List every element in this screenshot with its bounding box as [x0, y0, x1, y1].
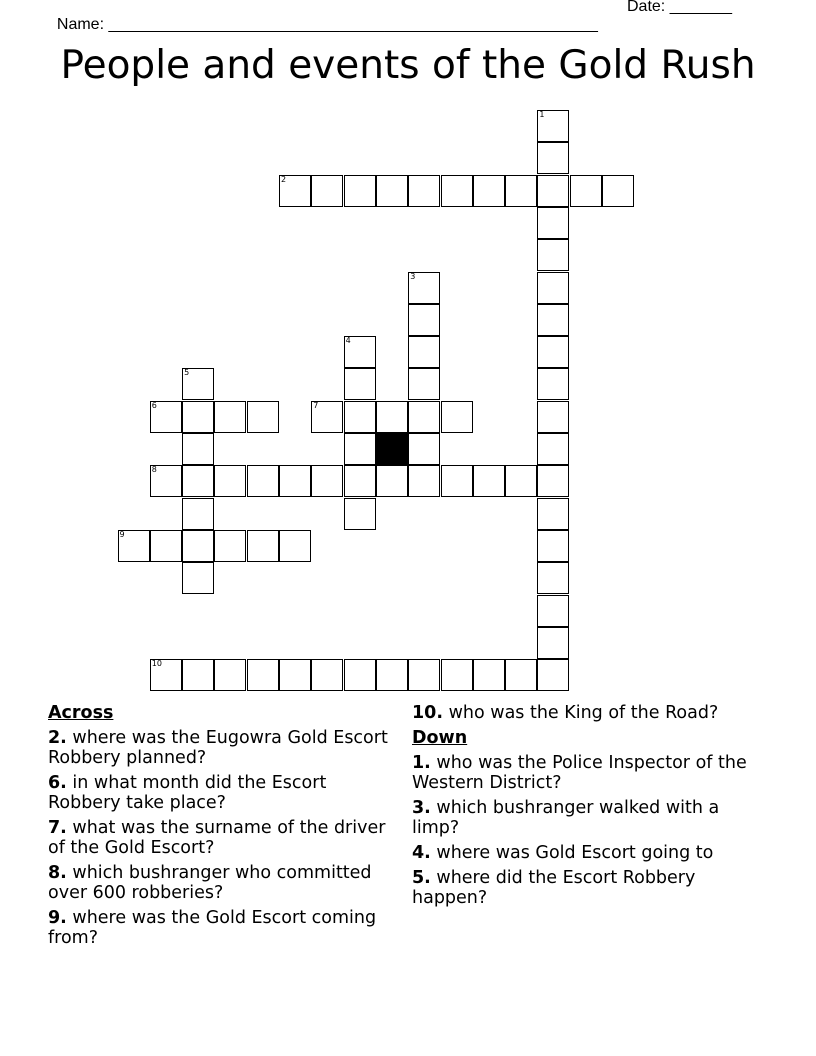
grid-cell[interactable] — [537, 239, 569, 271]
grid-cell[interactable] — [473, 659, 505, 691]
grid-cell[interactable] — [376, 465, 408, 497]
clue-down-4 — [412, 843, 757, 863]
grid-cell[interactable] — [344, 465, 376, 497]
grid-cell[interactable] — [182, 498, 214, 530]
grid-cell[interactable] — [247, 530, 279, 562]
grid-cell[interactable] — [214, 401, 246, 433]
grid-cell[interactable] — [150, 401, 182, 433]
grid-cell[interactable] — [311, 465, 343, 497]
clues-right-column — [412, 703, 757, 913]
clue-number: 2. — [48, 728, 67, 748]
grid-cell[interactable] — [376, 659, 408, 691]
clue-text: in what month did the Escort Robbery take place? — [48, 773, 327, 813]
grid-cell[interactable] — [182, 433, 214, 465]
date-field[interactable]: Date: _______ — [627, 0, 732, 15]
grid-cell[interactable] — [505, 175, 537, 207]
grid-cell[interactable] — [247, 465, 279, 497]
clues-left-column — [48, 703, 388, 953]
across-heading: Across — [48, 703, 114, 723]
clue-number: 4. — [412, 843, 431, 863]
grid-cell[interactable] — [408, 336, 440, 368]
clue-number: 5. — [412, 868, 431, 888]
grid-cell[interactable] — [182, 659, 214, 691]
grid-cell[interactable] — [408, 433, 440, 465]
clue-text: who was the Police Inspector of the Western District? — [412, 753, 747, 793]
grid-cell[interactable] — [537, 433, 569, 465]
grid-cell[interactable] — [537, 595, 569, 627]
grid-cell[interactable] — [279, 530, 311, 562]
grid-cell[interactable] — [182, 562, 214, 594]
clue-text: where was the Gold Escort coming from? — [48, 908, 377, 948]
grid-cell[interactable] — [537, 562, 569, 594]
grid-cell[interactable] — [537, 465, 569, 497]
clue-number-label: 2 — [281, 174, 287, 184]
grid-cell[interactable] — [408, 465, 440, 497]
grid-cell[interactable] — [408, 272, 440, 304]
clue-down-1 — [412, 753, 757, 793]
clue-across-2 — [48, 728, 388, 768]
clue-across-9 — [48, 908, 388, 948]
grid-cell[interactable] — [182, 530, 214, 562]
grid-cell[interactable] — [602, 175, 634, 207]
grid-cell[interactable] — [214, 530, 246, 562]
clue-across-7 — [48, 818, 388, 858]
grid-cell[interactable] — [311, 175, 343, 207]
grid-block-cell — [376, 433, 408, 465]
clue-across-6 — [48, 773, 388, 813]
grid-cell[interactable] — [182, 368, 214, 400]
grid-cell[interactable] — [150, 465, 182, 497]
grid-cell[interactable] — [279, 465, 311, 497]
grid-cell[interactable] — [344, 336, 376, 368]
grid-cell[interactable] — [408, 175, 440, 207]
clue-number-label: 10 — [151, 659, 162, 669]
grid-cell[interactable] — [473, 465, 505, 497]
grid-cell[interactable] — [311, 659, 343, 691]
page-title: People and events of the Gold Rush — [60, 43, 756, 88]
clue-down-3 — [412, 798, 757, 838]
grid-cell[interactable] — [247, 401, 279, 433]
clue-text: where was Gold Escort going to — [430, 843, 714, 863]
grid-cell[interactable] — [537, 498, 569, 530]
grid-cell[interactable] — [279, 659, 311, 691]
grid-cell[interactable] — [150, 530, 182, 562]
name-field[interactable]: Name: _______________________________________________________ — [56, 16, 598, 33]
clue-number: 3. — [412, 798, 431, 818]
grid-cell[interactable] — [214, 659, 246, 691]
grid-cell[interactable] — [247, 659, 279, 691]
grid-cell[interactable] — [441, 175, 473, 207]
grid-cell[interactable] — [537, 207, 569, 239]
clue-number-label: 3 — [410, 271, 416, 281]
grid-cell[interactable] — [441, 401, 473, 433]
grid-cell[interactable] — [376, 175, 408, 207]
grid-cell[interactable] — [182, 401, 214, 433]
clue-number: 9. — [48, 908, 67, 928]
clue-number-label: 9 — [119, 529, 125, 539]
grid-cell[interactable] — [344, 401, 376, 433]
clue-across-10 — [412, 703, 757, 723]
grid-cell[interactable] — [344, 175, 376, 207]
grid-cell[interactable] — [408, 401, 440, 433]
grid-cell[interactable] — [537, 530, 569, 562]
grid-cell[interactable] — [537, 142, 569, 174]
clue-number-label: 4 — [345, 336, 351, 346]
grid-cell[interactable] — [537, 659, 569, 691]
grid-cell[interactable] — [344, 368, 376, 400]
clue-text: where did the Escort Robbery happen? — [412, 868, 696, 908]
clue-down-5 — [412, 868, 757, 908]
clue-text: what was the surname of the driver of the Gold Escort? — [48, 818, 386, 858]
grid-cell[interactable] — [441, 659, 473, 691]
grid-cell[interactable] — [537, 401, 569, 433]
grid-cell[interactable] — [408, 659, 440, 691]
clue-number: 10. — [412, 703, 444, 723]
grid-cell[interactable] — [408, 304, 440, 336]
grid-cell[interactable] — [505, 465, 537, 497]
grid-cell[interactable] — [537, 110, 569, 142]
grid-cell[interactable] — [279, 175, 311, 207]
clue-number-label: 6 — [151, 400, 157, 410]
clue-text: which bushranger who committed over 600 robberies? — [48, 863, 372, 903]
grid-cell[interactable] — [118, 530, 150, 562]
clue-number: 1. — [412, 753, 431, 773]
grid-cell[interactable] — [344, 433, 376, 465]
grid-cell[interactable] — [537, 272, 569, 304]
grid-cell[interactable] — [537, 368, 569, 400]
clue-number-label: 7 — [313, 400, 319, 410]
grid-cell[interactable] — [214, 465, 246, 497]
grid-cell[interactable] — [408, 368, 440, 400]
grid-cell[interactable] — [537, 336, 569, 368]
grid-cell[interactable] — [473, 175, 505, 207]
clue-text: who was the King of the Road? — [443, 703, 719, 723]
clue-number: 8. — [48, 863, 67, 883]
grid-cell[interactable] — [537, 175, 569, 207]
down-heading: Down — [412, 728, 468, 748]
grid-cell[interactable] — [537, 304, 569, 336]
grid-cell[interactable] — [570, 175, 602, 207]
clue-number: 6. — [48, 773, 67, 793]
clue-number-label: 1 — [539, 110, 545, 119]
clue-number: 7. — [48, 818, 67, 838]
clue-text: which bushranger walked with a limp? — [412, 798, 720, 838]
clue-number-label: 5 — [184, 368, 190, 378]
grid-cell[interactable] — [150, 659, 182, 691]
grid-cell[interactable] — [182, 465, 214, 497]
clue-number-label: 8 — [151, 465, 157, 475]
grid-cell[interactable] — [441, 465, 473, 497]
grid-cell[interactable] — [311, 401, 343, 433]
grid-cell[interactable] — [537, 627, 569, 659]
grid-cell[interactable] — [344, 659, 376, 691]
grid-cell[interactable] — [344, 498, 376, 530]
clue-text: where was the Eugowra Gold Escort Robbery planned? — [48, 728, 388, 768]
grid-cell[interactable] — [376, 401, 408, 433]
clue-across-8 — [48, 863, 388, 903]
grid-cell[interactable] — [505, 659, 537, 691]
